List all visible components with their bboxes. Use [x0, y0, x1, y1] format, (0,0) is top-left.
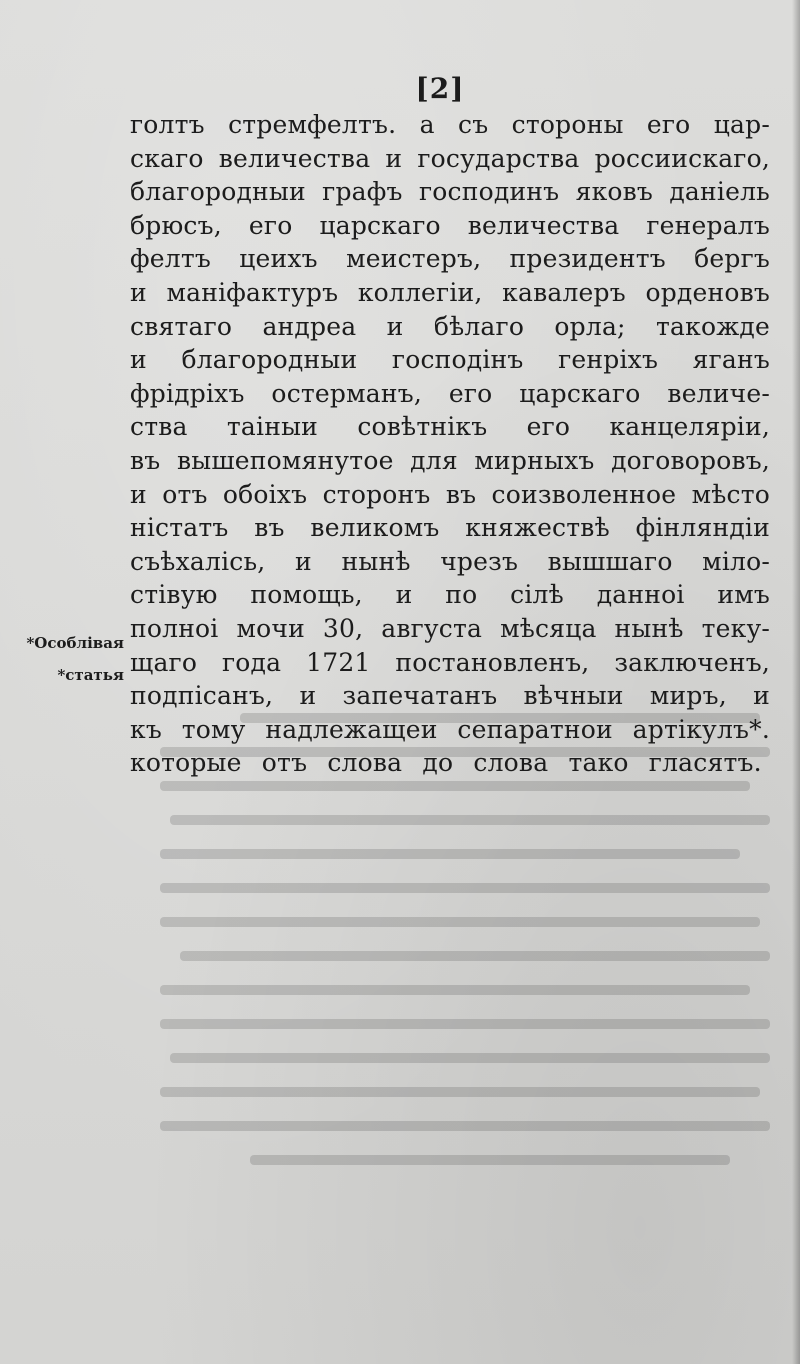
- text-line-3: благородныи графъ господинъ яковъ даніель: [130, 177, 770, 207]
- text-line-10: ства таіныи совѣтнікъ его канцеляріи,: [130, 412, 770, 442]
- text-line-14: съѣхаліcь, и нынѣ чрезъ вышшаго міло-: [130, 546, 770, 576]
- page-edge-shadow: [792, 0, 800, 1364]
- text-line-18: подпісанъ, и запечатанъ вѣчныи миръ, и: [130, 681, 770, 711]
- page-number: [2]: [415, 72, 465, 105]
- main-text-block: [130, 108, 770, 780]
- text-line-17: щаго года 1721 постановленъ, заключенъ,: [130, 647, 770, 677]
- marginal-note-1: *Особлівая: [26, 634, 124, 652]
- text-line-13: ністатъ въ великомъ княжествѣ фінляндіи: [130, 513, 770, 543]
- text-line-19: къ тому надлежащеи сепаратнои артікулъ*.: [130, 714, 770, 744]
- text-line-8: и благородныи господінъ генріхъ яганъ: [130, 345, 770, 375]
- text-line-20: которые отъ слова до слова тако гласятъ.: [130, 748, 762, 778]
- text-line-16: полноі мочи 30, августа мѣсяца нынѣ теку-: [130, 613, 770, 643]
- show-through-texture: [130, 695, 770, 1215]
- text-line-5: фелтъ цеихъ меистеръ, президентъ бергъ: [130, 244, 770, 274]
- text-line-12: и отъ обоіхъ сторонъ въ соизволенное мѣсто: [130, 479, 770, 509]
- text-line-9: фрідріхъ остерманъ, его царскаго величе-: [130, 378, 770, 408]
- text-line-4: брюсъ, его царскаго величества генералъ: [130, 210, 770, 240]
- text-line-11: въ вышепомянутое для мирныхъ договоровъ,: [130, 445, 770, 475]
- text-line-1: голтъ стремфелтъ. а съ стороны его цар-: [130, 110, 770, 139]
- text-line-2: скаго величества и государства россиискаго,: [130, 143, 770, 173]
- text-line-7: святаго андреа и бѣлаго орла; такожде: [130, 311, 770, 341]
- marginal-note-2: *статья: [57, 666, 124, 684]
- text-line-6: и маніфактуръ коллегіи, кавалеръ орденовъ: [130, 277, 770, 307]
- text-line-15: стівую помощь, и по сілѣ данноі имъ: [130, 580, 770, 610]
